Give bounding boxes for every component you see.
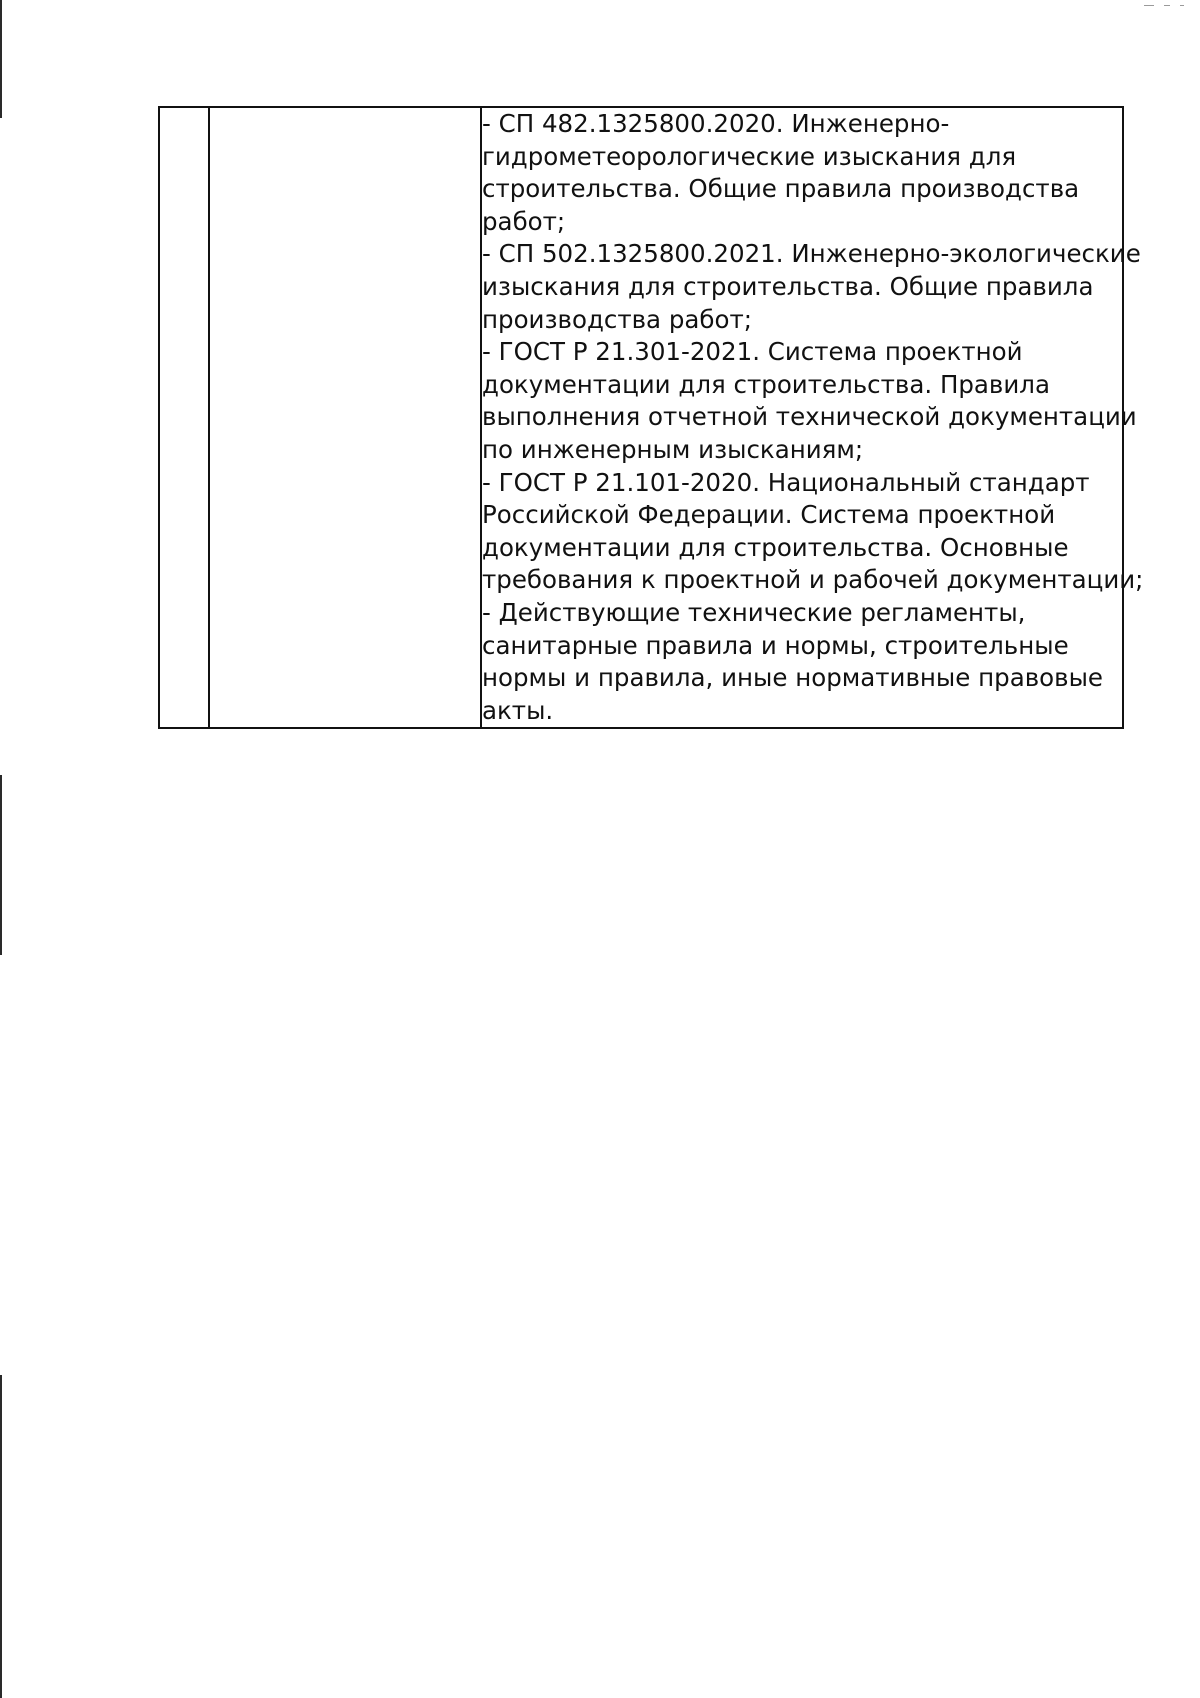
- requirements-table: [158, 106, 1144, 729]
- regulation-text-line: - ГОСТ Р 21.301-2021. Система проектной: [482, 337, 1023, 367]
- regulation-text-line: Российской Федерации. Система проектной: [482, 500, 1056, 530]
- regulation-text-line: акты.: [482, 695, 554, 725]
- regulation-text-line: - Действующие технические регламенты,: [482, 597, 1026, 627]
- row-name-cell: [209, 107, 481, 728]
- regulation-text-line: работ;: [482, 206, 566, 236]
- regulation-text-line: документации для строительства. Правила: [482, 369, 1050, 399]
- regulation-text-line: - СП 482.1325800.2020. Инженерно-: [482, 109, 950, 138]
- regulation-text-line: изыскания для строительства. Общие правила: [482, 271, 1094, 301]
- regulation-text-line: строительства. Общие правила производства: [482, 174, 1080, 204]
- regulation-text-line: требования к проектной и рабочей документации;: [482, 565, 1144, 595]
- regulation-text-line: по инженерным изысканиям;: [482, 434, 864, 464]
- table-row: [159, 107, 1123, 728]
- scan-edge-artifact: [0, 0, 2, 118]
- regulation-text-line: санитарные правила и нормы, строительные: [482, 630, 1069, 660]
- scan-edge-artifact: [0, 1375, 2, 1698]
- regulations-cell: [481, 107, 1144, 728]
- scan-edge-artifact: [0, 775, 2, 955]
- regulation-text-line: выполнения отчетной технической документации: [482, 402, 1137, 432]
- scan-corner-marks: [1144, 5, 1186, 7]
- regulation-text-line: производства работ;: [482, 304, 753, 334]
- regulation-text-line: - СП 502.1325800.2021. Инженерно-экологические: [482, 239, 1141, 269]
- regulation-text-line: документации для строительства. Основные: [482, 532, 1069, 562]
- regulation-text-line: нормы и правила, иные нормативные правовые: [482, 663, 1104, 693]
- regulation-text-line: - ГОСТ Р 21.101-2020. Национальный стандарт: [482, 467, 1090, 497]
- regulation-text-line: гидрометеорологические изыскания для: [482, 141, 1017, 171]
- row-number-cell: [159, 107, 209, 728]
